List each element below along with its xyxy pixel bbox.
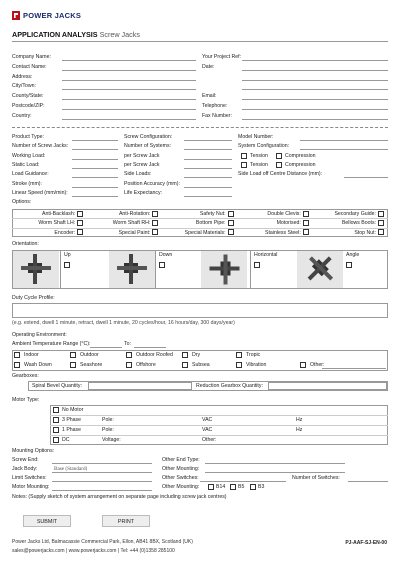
spec-input[interactable]: [72, 196, 118, 197]
option-label: Motorised:: [276, 220, 301, 227]
mounting-label: Other Mounting:: [162, 466, 200, 472]
contact-input[interactable]: [62, 119, 196, 120]
environment-checkbox[interactable]: [300, 362, 306, 368]
spec-label: Stroke (mm):: [12, 180, 42, 187]
spec-label: Static Load:: [12, 161, 40, 168]
duty-input[interactable]: [12, 303, 388, 318]
option-label: Special Materials:: [184, 229, 226, 236]
orientation-option-label: Down: [159, 252, 173, 258]
environment-checkbox[interactable]: [70, 352, 76, 358]
orientation-checkbox[interactable]: [254, 262, 260, 268]
spec-input[interactable]: [72, 159, 118, 160]
contact-label: Country:: [12, 112, 32, 119]
spec-label: per Screw Jack: [124, 161, 160, 168]
mounting-label: Jack Body:: [12, 466, 38, 472]
contact-label: Your Project Ref:: [202, 54, 242, 60]
option-checkbox[interactable]: [378, 211, 384, 217]
duty-label: Duty Cycle Profile:: [12, 295, 55, 301]
logo-icon: [12, 11, 20, 20]
option-checkbox[interactable]: [77, 211, 83, 217]
gearboxes-label: Gearboxes:: [12, 373, 39, 379]
environment-option: Other:: [310, 362, 325, 368]
motor-field-label: VAC: [202, 427, 213, 433]
spec-input[interactable]: [184, 149, 232, 150]
option-label: Worm Shaft RH:: [112, 220, 151, 227]
contact-label: Email:: [202, 93, 217, 100]
spec-label: Number of Systems:: [124, 143, 171, 150]
contact-input[interactable]: [242, 109, 388, 110]
environment-checkbox[interactable]: [126, 352, 132, 358]
compression-checkbox[interactable]: [276, 153, 282, 159]
motor-type-label: Motor Type:: [12, 397, 40, 403]
page-title: [12, 30, 140, 39]
b-mounting-checkbox[interactable]: [208, 484, 214, 490]
orientation-divider: [250, 250, 251, 289]
document-code: PJ-AAF-SJ-EN-00: [345, 540, 387, 546]
contact-input[interactable]: [62, 89, 196, 90]
divider: [12, 127, 388, 128]
environment-checkbox[interactable]: [14, 352, 20, 358]
motor-field-label: Pole:: [102, 427, 114, 433]
temp-label: Ambient Temperature Range (°C):: [12, 341, 91, 347]
other-end-input[interactable]: [205, 463, 345, 464]
contact-label: Postcode/ZIP:: [12, 103, 45, 109]
tension-label: Tension: [250, 161, 268, 168]
spec-input[interactable]: [184, 187, 232, 188]
environment-other-input[interactable]: [322, 368, 386, 369]
reduction-gearbox-input[interactable]: [268, 382, 387, 390]
jack-body-value: Base (Standard): [54, 466, 88, 472]
option-label: Anti-Rotation:: [118, 211, 151, 217]
spiral-bevel-label: Spiral Bevel Quantity:: [32, 383, 82, 389]
option-checkbox[interactable]: [378, 220, 384, 226]
temp-min-input[interactable]: [90, 347, 122, 348]
option-checkbox[interactable]: [228, 220, 234, 226]
b-mounting-label: B3: [258, 484, 265, 490]
b-mounting-label: B5: [238, 484, 245, 490]
contact-input[interactable]: [62, 60, 196, 61]
orientation-divider: [60, 250, 61, 289]
other-mounting-input[interactable]: [205, 472, 345, 473]
environment-option: Wash Down: [24, 362, 52, 368]
b-mounting-checkbox[interactable]: [250, 484, 256, 490]
option-label: Safety Nut:: [199, 211, 226, 217]
b-mounting-checkbox[interactable]: [230, 484, 236, 490]
motor-option: 1 Phase: [62, 427, 82, 433]
orientation-divider: [155, 250, 156, 289]
spec-input[interactable]: [300, 149, 388, 150]
motor-checkbox[interactable]: [53, 427, 59, 433]
contact-input[interactable]: [62, 109, 196, 110]
motor-field-label: VAC: [202, 417, 213, 423]
motor-checkbox[interactable]: [53, 407, 59, 413]
contact-input[interactable]: [62, 70, 196, 71]
option-checkbox[interactable]: [152, 220, 158, 226]
mounting-input[interactable]: [52, 481, 152, 482]
reduction-gearbox-label: Reduction Gearbox Quantity:: [196, 383, 263, 389]
option-label: Bottom Pipe:: [195, 220, 226, 227]
contact-label: City/Town:: [12, 83, 36, 90]
environment-option: Vibration: [246, 362, 267, 368]
option-label: Bellows Boots:: [341, 220, 376, 227]
option-checkbox[interactable]: [77, 220, 83, 226]
spec-input[interactable]: [72, 177, 118, 178]
environment-option: Indoor: [24, 352, 39, 358]
motor-option: No Motor: [62, 407, 84, 413]
spec-input[interactable]: [72, 149, 118, 150]
option-label: Special Paint:: [118, 229, 151, 236]
environment-checkbox[interactable]: [182, 362, 188, 368]
mounting-label: Motor Mounting:: [12, 484, 50, 490]
motor-field-label: Voltage:: [102, 437, 121, 443]
contact-label: Contact Name:: [12, 63, 47, 70]
jack-illustration: [109, 251, 155, 288]
contact-label: Date:: [202, 63, 215, 70]
option-checkbox[interactable]: [303, 220, 309, 226]
spec-label: Screw Configuration:: [124, 134, 173, 140]
option-checkbox[interactable]: [228, 229, 234, 235]
spec-input[interactable]: [300, 140, 388, 141]
mounting-label: Mounting Options:: [12, 448, 55, 454]
spec-input[interactable]: [184, 159, 232, 160]
side-load-label: Side Load off Centre Distance (mm):: [238, 171, 323, 177]
spec-label: Options:: [12, 199, 32, 206]
side-load-input[interactable]: [344, 177, 388, 178]
environment-checkbox[interactable]: [70, 362, 76, 368]
option-row-divider: [12, 228, 388, 229]
option-label: Stainless Steel:: [265, 229, 301, 236]
footer-contacts: sales@powerjacks.com | www.powerjacks.com | Tel: +44 (0)1358 285100: [12, 548, 175, 554]
option-checkbox[interactable]: [152, 229, 158, 235]
motor-checkbox[interactable]: [53, 437, 59, 443]
orientation-checkbox[interactable]: [159, 262, 165, 268]
option-checkbox[interactable]: [303, 229, 309, 235]
compression-label: Compression: [285, 152, 316, 159]
compression-label: Compression: [285, 161, 316, 168]
spec-label: Side Loads:: [124, 171, 152, 178]
divider: [12, 41, 388, 42]
orientation-checkbox[interactable]: [346, 262, 352, 268]
spec-label: Product Type:: [12, 134, 44, 140]
jack-illustration: [13, 251, 59, 288]
contact-input[interactable]: [242, 70, 388, 71]
option-label: Worm Shaft LH:: [38, 220, 76, 227]
mounting-label: Other Switches:: [162, 475, 199, 481]
spec-label: Working Load:: [12, 152, 46, 159]
environment-option: Dry: [192, 352, 201, 358]
mounting-label: Limit Switches:: [12, 475, 47, 481]
option-checkbox[interactable]: [77, 229, 83, 235]
option-checkbox[interactable]: [228, 211, 234, 217]
environment-option: Outdoor Roofed: [136, 352, 173, 358]
contact-input[interactable]: [242, 89, 388, 90]
compression-checkbox[interactable]: [276, 162, 282, 168]
print-button[interactable]: PRINT: [102, 515, 150, 527]
spec-input[interactable]: [184, 177, 232, 178]
contact-input[interactable]: [62, 99, 196, 100]
environment-option: Outdoor: [80, 352, 99, 358]
option-label: Encoder:: [54, 229, 76, 236]
option-label: Stop Nut:: [354, 229, 376, 236]
brand-name: POWER JACKS: [23, 11, 82, 20]
contact-label: Telephone:: [202, 103, 228, 109]
spec-label: System Configuration:: [238, 143, 290, 150]
option-label: Anti-Backlash:: [42, 211, 76, 217]
contact-label: Address:: [12, 73, 33, 80]
spec-label: Load Guidance:: [12, 171, 49, 178]
footer-address: Power Jacks Ltd, Balmacassie Commercial Park, Ellon, AB41 8BX, Scotland (UK): [12, 539, 193, 545]
tension-checkbox[interactable]: [241, 162, 247, 168]
contact-input[interactable]: [242, 119, 388, 120]
spec-input[interactable]: [184, 140, 232, 141]
spec-input[interactable]: [184, 196, 232, 197]
environment-option: Offshore: [136, 362, 156, 368]
spec-input[interactable]: [72, 140, 118, 141]
mounting-input[interactable]: [52, 463, 152, 464]
motor-field-label: Hz: [296, 427, 303, 433]
brand-logo: [12, 11, 81, 20]
spec-input[interactable]: [184, 168, 232, 169]
option-checkbox[interactable]: [378, 229, 384, 235]
environment-option: Seashore: [80, 362, 103, 368]
spec-label: per Screw Jack: [124, 152, 160, 159]
motor-field-label: Other:: [202, 437, 217, 443]
contact-input[interactable]: [62, 80, 196, 81]
motor-option: DC: [62, 437, 70, 443]
spec-input[interactable]: [72, 168, 118, 169]
spec-label: Linear Speed (mm/min):: [12, 189, 68, 196]
title-main: APPLICATION ANALYSIS: [12, 30, 98, 39]
mounting-label: Number of Switches:: [292, 475, 340, 481]
title-sub: Screw Jacks: [99, 30, 140, 39]
temp-max-input[interactable]: [134, 347, 166, 348]
environment-checkbox[interactable]: [126, 362, 132, 368]
environment-checkbox[interactable]: [236, 362, 242, 368]
mounting-label: Other End Type:: [162, 457, 200, 463]
tension-label: Tension: [250, 152, 268, 159]
spec-input[interactable]: [72, 187, 118, 188]
spiral-bevel-input[interactable]: [88, 382, 192, 390]
mounting-input[interactable]: [52, 472, 152, 473]
environment-checkbox[interactable]: [236, 352, 242, 358]
num-switches-input[interactable]: [348, 481, 388, 482]
contact-input[interactable]: [242, 60, 388, 61]
motor-checkbox[interactable]: [53, 417, 59, 423]
orientation-option-label: Horizontal: [254, 252, 278, 258]
tension-checkbox[interactable]: [241, 153, 247, 159]
motor-row-divider: [50, 425, 388, 426]
environment-checkbox[interactable]: [14, 362, 20, 368]
submit-button[interactable]: SUBMIT: [23, 515, 71, 527]
spec-label: Position Accuracy (mm):: [124, 180, 180, 187]
contact-label: Fax Number:: [202, 112, 232, 119]
option-row-divider: [12, 218, 388, 219]
jack-illustration: [297, 251, 343, 288]
jack-illustration: [201, 251, 247, 288]
option-label: Double Clevis:: [267, 211, 301, 217]
mounting-label: Screw End:: [12, 457, 39, 463]
option-checkbox[interactable]: [303, 211, 309, 217]
environment-label: Operating Environment:: [12, 332, 67, 338]
footer: [12, 538, 193, 556]
spec-label: Life Expectancy:: [124, 189, 163, 196]
motor-field-label: Hz: [296, 417, 303, 423]
orientation-checkbox[interactable]: [64, 262, 70, 268]
spec-label: Model Number:: [238, 134, 274, 140]
motor-field-label: Pole:: [102, 417, 114, 423]
environment-option: Tropic: [246, 352, 261, 358]
environment-checkbox[interactable]: [182, 352, 188, 358]
b-mounting-label: B14: [216, 484, 226, 490]
mounting-label: Other Mounting:: [162, 484, 200, 490]
notes-label: Notes: (Supply sketch of system arrangement on separate page including screw jack centres): [12, 494, 227, 500]
option-label: Secondary Guide:: [334, 211, 376, 217]
motor-option: 3 Phase: [62, 417, 82, 423]
contact-input[interactable]: [242, 80, 388, 81]
orientation-option-label: Up: [64, 252, 71, 258]
spec-label: Number of Screw Jacks:: [12, 143, 69, 150]
contact-input[interactable]: [242, 99, 388, 100]
environment-option: Subsea: [192, 362, 210, 368]
temp-to-label: To:: [124, 341, 131, 347]
contact-label: Company Name:: [12, 54, 51, 60]
orientation-option-label: Angle: [346, 252, 360, 258]
mounting-input[interactable]: [52, 490, 152, 491]
motor-row-divider: [50, 435, 388, 436]
other-switches-input[interactable]: [200, 481, 286, 482]
contact-label: County/State:: [12, 93, 44, 100]
option-checkbox[interactable]: [152, 211, 158, 217]
orientation-label: Orientation:: [12, 241, 39, 247]
motor-row-divider: [50, 415, 388, 416]
duty-hint: (e.g. extend, dwell 1 minute, retract, dwell 1 minute, 20 cycles/hour, 16 hours/day, 300 days/year): [12, 320, 235, 326]
